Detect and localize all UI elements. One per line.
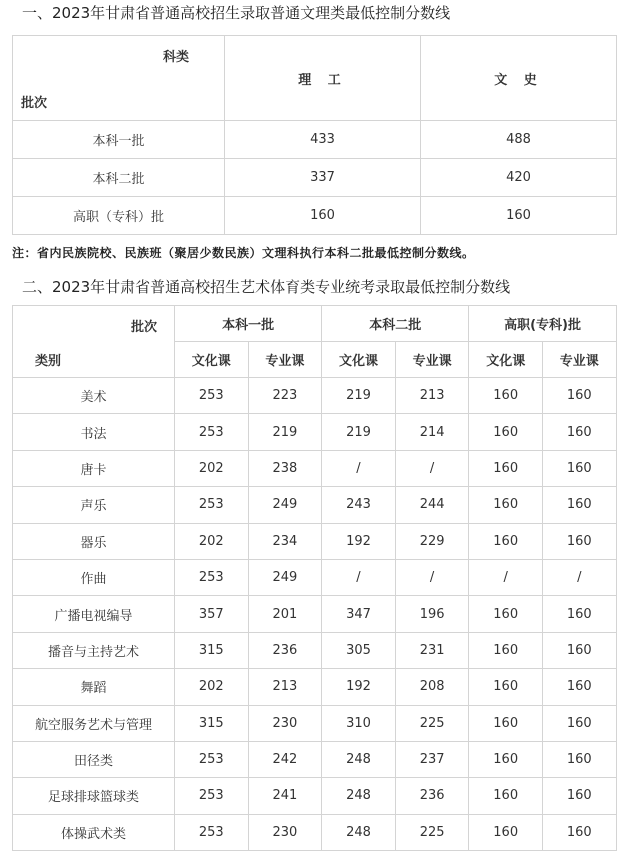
corner-header-cell — [13, 306, 175, 378]
table-row — [13, 523, 617, 559]
score-cell: 160 — [543, 450, 617, 486]
table-row — [13, 197, 617, 235]
score-cell: 160 — [469, 523, 543, 559]
category-cell: 舞蹈 — [13, 669, 175, 705]
table-row — [13, 378, 617, 414]
score-cell: 160 — [469, 814, 543, 850]
section2-title: 二、2023年甘肃省普通高校招生艺术体育类专业统考录取最低控制分数线 — [22, 278, 511, 296]
table-row — [13, 596, 617, 632]
category-cell: 声乐 — [13, 487, 175, 523]
score-cell: 160 — [543, 523, 617, 559]
score-cell: 160 — [543, 632, 617, 668]
score-cell: 160 — [543, 596, 617, 632]
table-note: 注：省内民族院校、民族班（聚居少数民族）文理科执行本科二批最低控制分数线。 — [12, 246, 475, 260]
table-row — [13, 705, 617, 741]
score-cell: 248 — [322, 741, 396, 777]
table-row — [13, 414, 617, 450]
score-cell: 230 — [248, 705, 322, 741]
corner-header-cell — [13, 36, 225, 121]
table-row — [13, 487, 617, 523]
subheader-major: 专业课 — [543, 342, 617, 378]
table-header-row — [13, 36, 617, 121]
score-cell: 231 — [395, 632, 469, 668]
score-cell: 213 — [248, 669, 322, 705]
score-cell: 337 — [225, 159, 421, 197]
section1-title: 一、2023年甘肃省普通高校招生录取普通文理类最低控制分数线 — [22, 4, 451, 22]
score-cell: 253 — [175, 487, 249, 523]
score-cell: 225 — [395, 705, 469, 741]
score-cell: 192 — [322, 669, 396, 705]
score-cell: 253 — [175, 559, 249, 595]
score-cell: 357 — [175, 596, 249, 632]
score-cell: 160 — [469, 632, 543, 668]
category-cell: 体操武术类 — [13, 814, 175, 850]
score-cell: 219 — [322, 414, 396, 450]
score-cell: 160 — [543, 741, 617, 777]
score-cell: 202 — [175, 669, 249, 705]
header-batch-label: 批次 — [21, 96, 48, 111]
group-header-undergrad-2: 本科二批 — [322, 306, 469, 342]
score-cell: 253 — [175, 741, 249, 777]
category-cell: 唐卡 — [13, 450, 175, 486]
score-cell: 201 — [248, 596, 322, 632]
subheader-major: 专业课 — [395, 342, 469, 378]
score-cell: 488 — [421, 121, 617, 159]
score-cell: 208 — [395, 669, 469, 705]
subheader-culture: 文化课 — [322, 342, 396, 378]
score-cell: 433 — [225, 121, 421, 159]
score-cell: 253 — [175, 778, 249, 814]
category-cell: 田径类 — [13, 741, 175, 777]
score-cell: 160 — [469, 487, 543, 523]
score-cell: / — [322, 450, 396, 486]
score-cell: 160 — [469, 450, 543, 486]
score-cell: 236 — [248, 632, 322, 668]
score-cell: 214 — [395, 414, 469, 450]
score-cell: 234 — [248, 523, 322, 559]
table-row — [13, 669, 617, 705]
category-cell: 美术 — [13, 378, 175, 414]
category-cell: 广播电视编导 — [13, 596, 175, 632]
score-cell: 219 — [322, 378, 396, 414]
score-cell: 160 — [421, 197, 617, 235]
batch-cell: 本科一批 — [13, 121, 225, 159]
score-cell: 160 — [469, 741, 543, 777]
score-cell: 160 — [543, 814, 617, 850]
score-cell: 248 — [322, 814, 396, 850]
score-cell: 253 — [175, 414, 249, 450]
subheader-culture: 文化课 — [469, 342, 543, 378]
column-header-science: 理 工 — [225, 36, 421, 121]
score-cell: 160 — [543, 378, 617, 414]
score-cell: 347 — [322, 596, 396, 632]
score-cell: 160 — [469, 669, 543, 705]
score-cell: / — [395, 450, 469, 486]
table-row — [13, 450, 617, 486]
score-cell: 196 — [395, 596, 469, 632]
category-cell: 器乐 — [13, 523, 175, 559]
table-row — [13, 814, 617, 850]
score-cell: 236 — [395, 778, 469, 814]
score-cell: 223 — [248, 378, 322, 414]
batch-cell: 本科二批 — [13, 159, 225, 197]
score-cell: 238 — [248, 450, 322, 486]
category-cell: 作曲 — [13, 559, 175, 595]
score-cell: 160 — [543, 669, 617, 705]
score-cell: 160 — [469, 378, 543, 414]
table-row — [13, 159, 617, 197]
score-cell: 315 — [175, 632, 249, 668]
batch-cell: 高职（专科）批 — [13, 197, 225, 235]
score-cell: 160 — [469, 596, 543, 632]
score-cell: / — [543, 559, 617, 595]
score-cell: 243 — [322, 487, 396, 523]
score-cell: 160 — [543, 705, 617, 741]
score-cell: 160 — [543, 487, 617, 523]
score-cell: / — [395, 559, 469, 595]
table-row — [13, 559, 617, 595]
score-cell: 253 — [175, 814, 249, 850]
subheader-culture: 文化课 — [175, 342, 249, 378]
score-cell: 160 — [469, 414, 543, 450]
score-cell: 160 — [543, 414, 617, 450]
header-batch-label: 批次 — [131, 320, 158, 335]
score-cell: 237 — [395, 741, 469, 777]
category-cell: 书法 — [13, 414, 175, 450]
score-cell: 244 — [395, 487, 469, 523]
score-cell: 225 — [395, 814, 469, 850]
score-cell: 310 — [322, 705, 396, 741]
column-header-liberal-arts: 文 史 — [421, 36, 617, 121]
score-cell: 230 — [248, 814, 322, 850]
score-table-general — [12, 35, 617, 235]
score-table-arts-sports — [12, 305, 617, 851]
table-group-header-row — [13, 306, 617, 342]
table-row — [13, 778, 617, 814]
score-cell: 248 — [322, 778, 396, 814]
score-cell: 160 — [469, 705, 543, 741]
score-cell: 192 — [322, 523, 396, 559]
score-cell: 249 — [248, 559, 322, 595]
score-cell: 160 — [225, 197, 421, 235]
score-cell: / — [469, 559, 543, 595]
score-cell: 241 — [248, 778, 322, 814]
group-header-undergrad-1: 本科一批 — [175, 306, 322, 342]
category-cell: 航空服务艺术与管理 — [13, 705, 175, 741]
score-cell: 213 — [395, 378, 469, 414]
header-category-label: 类别 — [35, 354, 62, 369]
subheader-major: 专业课 — [248, 342, 322, 378]
table-row — [13, 632, 617, 668]
group-header-vocational: 高职(专科)批 — [469, 306, 616, 342]
score-cell: 219 — [248, 414, 322, 450]
score-cell: 249 — [248, 487, 322, 523]
table-row — [13, 121, 617, 159]
score-cell: 202 — [175, 450, 249, 486]
score-cell: 420 — [421, 159, 617, 197]
score-cell: 253 — [175, 378, 249, 414]
score-cell: / — [322, 559, 396, 595]
category-cell: 播音与主持艺术 — [13, 632, 175, 668]
table-row — [13, 741, 617, 777]
category-cell: 足球排球篮球类 — [13, 778, 175, 814]
score-cell: 242 — [248, 741, 322, 777]
score-cell: 305 — [322, 632, 396, 668]
score-cell: 202 — [175, 523, 249, 559]
score-cell: 315 — [175, 705, 249, 741]
score-cell: 229 — [395, 523, 469, 559]
header-subject-label: 科类 — [163, 50, 190, 65]
score-cell: 160 — [543, 778, 617, 814]
score-cell: 160 — [469, 778, 543, 814]
